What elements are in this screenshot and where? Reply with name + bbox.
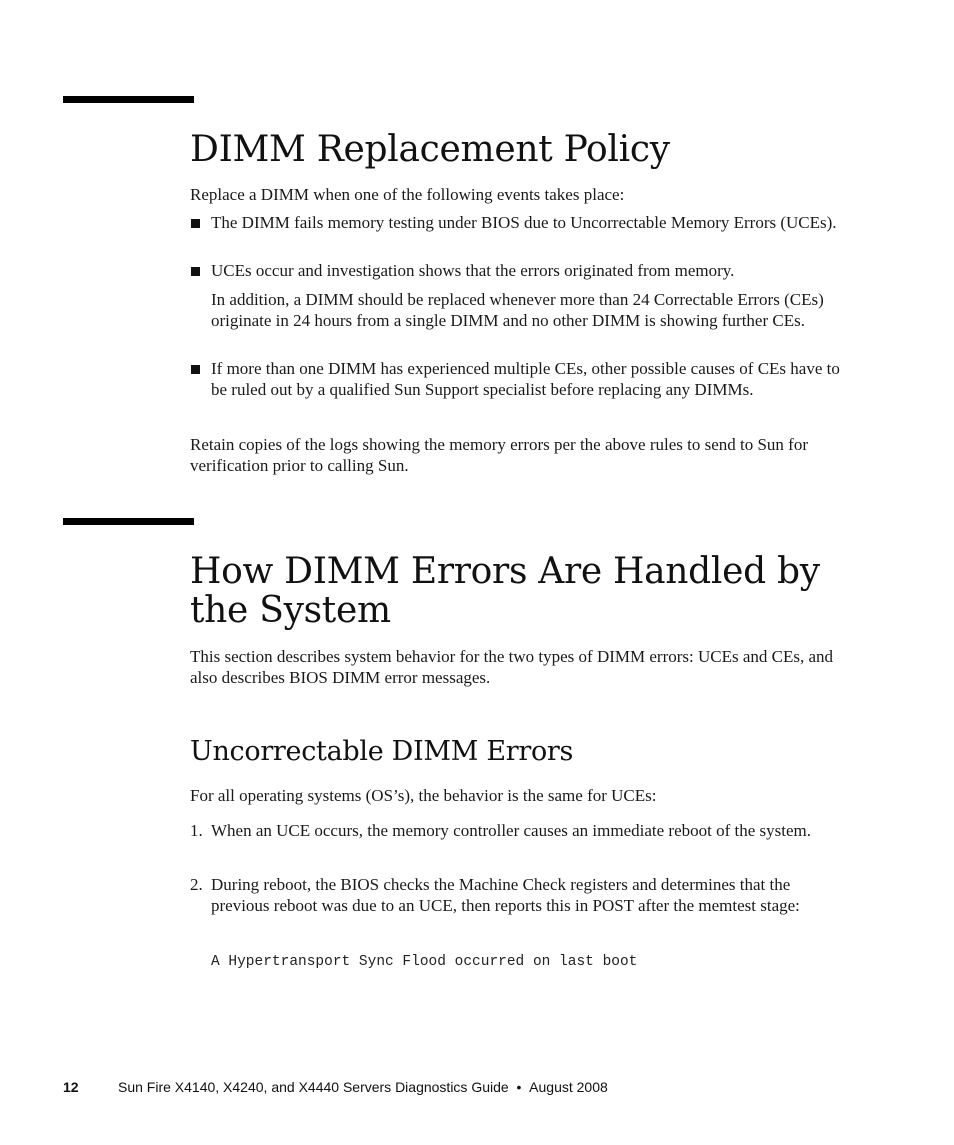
bullet-square-icon <box>191 365 200 374</box>
step-text: During reboot, the BIOS checks the Machine Check registers and determines that the previous reboot was due to an UCE, then reports this in POST after the memtest stage: <box>211 875 800 915</box>
footer-title-line <box>118 1079 608 1096</box>
bullet-continuation: In addition, a DIMM should be replaced whenever more than 24 Correctable Errors (CEs) originate in 24 hours from a single DIMM and no other DIMM is showing further CEs. <box>211 290 824 330</box>
subsection-intro: For all operating systems (OS’s), the behavior is the same for UCEs: <box>190 786 657 805</box>
bullet-square-icon <box>191 267 200 276</box>
section-heading-dimm-replacement-policy: DIMM Replacement Policy <box>190 129 670 170</box>
footer-separator: • <box>516 1079 522 1095</box>
footer-date: August 2008 <box>529 1079 608 1095</box>
section-rule <box>63 518 194 525</box>
section-rule <box>63 96 194 103</box>
bullet-item: UCEs occur and investigation shows that the errors originated from memory. <box>211 261 735 280</box>
step-number: 1. <box>190 821 203 840</box>
footer-title: Sun Fire X4140, X4240, and X4440 Servers Diagnostics Guide <box>118 1079 509 1095</box>
section-intro: Replace a DIMM when one of the following events takes place: <box>190 185 625 204</box>
subsection-heading-uncorrectable-dimm-errors: Uncorrectable DIMM Errors <box>190 736 574 767</box>
step-number: 2. <box>190 875 203 894</box>
section-intro: This section describes system behavior for the two types of DIMM errors: UCEs and CEs, and also describes BIOS DIMM error messages. <box>190 647 834 687</box>
section-heading-how-dimm-errors-handled: How DIMM Errors Are Handled by the System <box>190 551 820 631</box>
bullet-item: If more than one DIMM has experienced multiple CEs, other possible causes of CEs have to be ruled out by a qualified Sun Support specialist before replacing any DIMMs. <box>211 359 840 399</box>
section-closing: Retain copies of the logs showing the memory errors per the above rules to send to Sun for verification prior to calling Sun. <box>190 435 809 475</box>
step-text: When an UCE occurs, the memory controller causes an immediate reboot of the system. <box>211 821 812 840</box>
bullet-square-icon <box>191 219 200 228</box>
bullet-item: The DIMM fails memory testing under BIOS due to Uncorrectable Memory Errors (UCEs). <box>211 213 837 232</box>
code-sample: A Hypertransport Sync Flood occurred on last boot <box>211 954 638 970</box>
page-number: 12 <box>63 1079 79 1095</box>
